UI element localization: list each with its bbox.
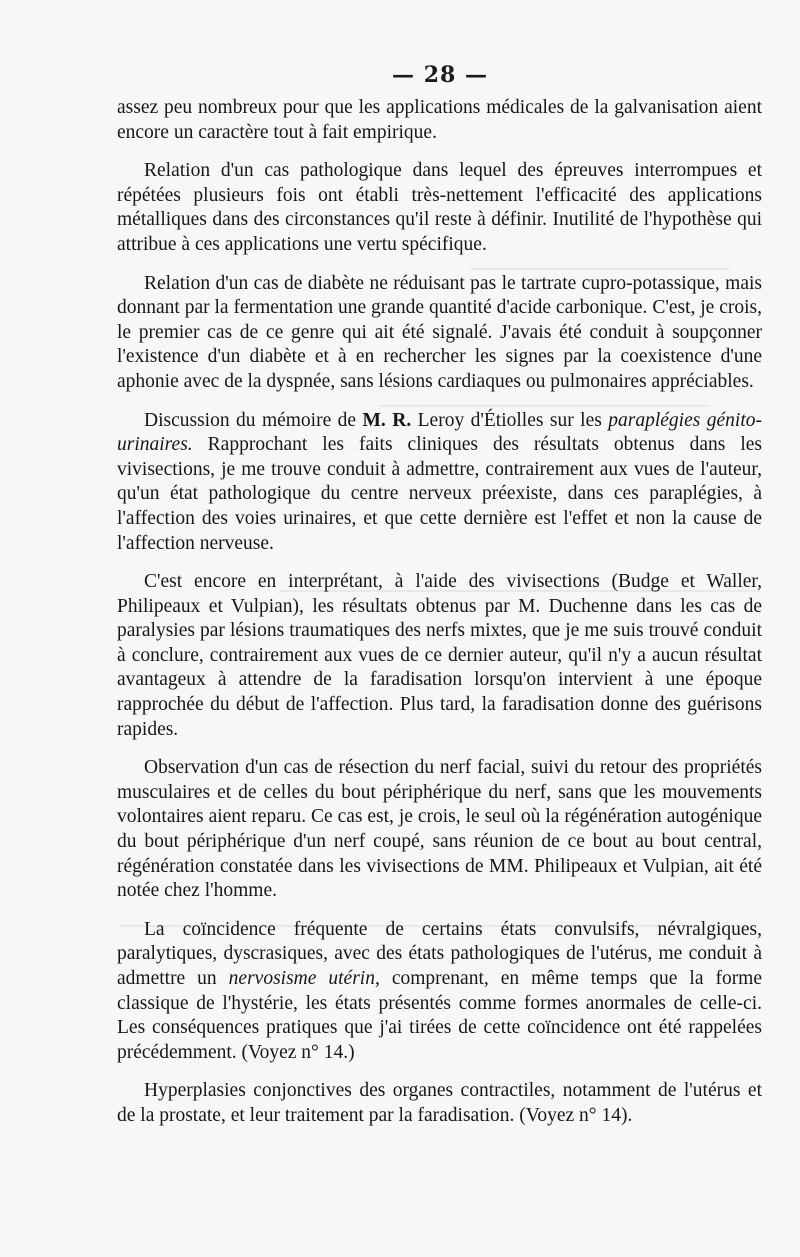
paragraph-text-before: Discussion du mémoire de <box>144 409 363 431</box>
paragraph-nerf-facial <box>117 756 762 904</box>
author-initials: M. R. <box>362 409 412 431</box>
paragraph-applications-metalliques <box>117 159 762 257</box>
page-number: — 28 — <box>392 62 488 88</box>
paragraph-nervosisme-uterin <box>117 918 762 1066</box>
paragraph-text-middle: Leroy d'Étiolles sur les <box>411 409 609 431</box>
italic-term: paraplégies génito-urinaires. <box>117 409 762 456</box>
paragraph-paraplegies <box>117 409 762 557</box>
paragraph-text: Relation d'un cas de diabète ne réduisant pas le tartrate cupro-potassique, mais donnant par la fermentation une grande quantité d'acide carbonique. C'est, je crois, le premier cas de ce genre qui ait été signalé. J'avais été conduit à soupçonner l'existence d'un diabète et à en rechercher les signes par la coexistence d'une aphonie avec de la dyspnée, sans lésions cardiaques ou pulmonaires appréciables. <box>117 272 762 392</box>
paragraph-text: Hyperplasies conjonctives des organes contractiles, notamment de l'utérus et de la prostate, et leur traitement par la faradisation. (Voyez n° 14). <box>117 1080 762 1126</box>
paragraph-text: Observation d'un cas de résection du nerf facial, suivi du retour des propriétés musculaires et de celles du bout périphérique du nerf, sans que les mouvements volontaires aient reparu. Ce cas est, je crois, le seul où la régénération autogénique du bout périphérique d'un nerf coupé, sans réunion de ce bout au bout central, régénération constatée dans les vivisections de MM. Philipeaux et Vulpian, ait été notée chez l'homme. <box>117 757 762 902</box>
paragraph-hyperplasies <box>117 1079 762 1128</box>
paragraph-text: Relation d'un cas pathologique dans lequel des épreuves interrompues et répétées plusieurs fois ont établi très-nettement l'efficacité des applications métalliques dans des circonstances qu'il reste à définir. Inutilité de l'hypothèse qui attribue à ces applications une vertu spécifique. <box>117 160 762 255</box>
paragraph-galvanisation <box>117 96 762 145</box>
paragraph-text: assez peu nombreux pour que les applications médicales de la galvanisation aient encore un caractère tout à fait empirique. <box>117 97 762 143</box>
body-text <box>117 96 762 1143</box>
italic-term: nervosisme utérin, <box>228 968 380 989</box>
paragraph-text-after: comprenant, en même temps que la forme classique de l'hystérie, les états présentés comme formes anormales de celle-ci. Les conséquences pratiques que j'ai tirées de cette coïncidence ont été rappelées précédemment. (Voyez n° 14.) <box>117 968 763 1063</box>
paragraph-text-after: Rapprochant les faits cliniques des résultats obtenus dans les vivisections, je me trouve conduit à admettre, contrairement aux vues de l'auteur, qu'un état pathologique du centre nerveux préexiste, dans ces paraplégies, à l'affection des voies urinaires, et que cette dernière est l'effet et non la cause de l'affection nerveuse. <box>117 434 762 554</box>
paragraph-text: C'est encore en interprétant, à l'aide des vivisections (Budge et Waller, Philipeaux et Vulpian), les résultats obtenus par M. Duchenne dans les cas de paralysies par lésions traumatiques des nerfs mixtes, que je me suis trouvé conduit à conclure, contrairement aux vues de ce dernier auteur, qu'il n'y a aucun résultat avantageux à attendre de la faradisation lorsqu'on intervient à une époque rapprochée du début de l'affection. Plus tard, la faradisation donne des guérisons rapides. <box>117 571 762 740</box>
paragraph-text-before: La coïncidence fréquente de certains états convulsifs, névralgiques, paralytiques, dyscrasiques, avec des états pathologiques de l'utérus, me conduit à admettre un <box>117 918 762 989</box>
paragraph-diabete <box>117 272 762 395</box>
paragraph-faradisation <box>117 570 762 742</box>
